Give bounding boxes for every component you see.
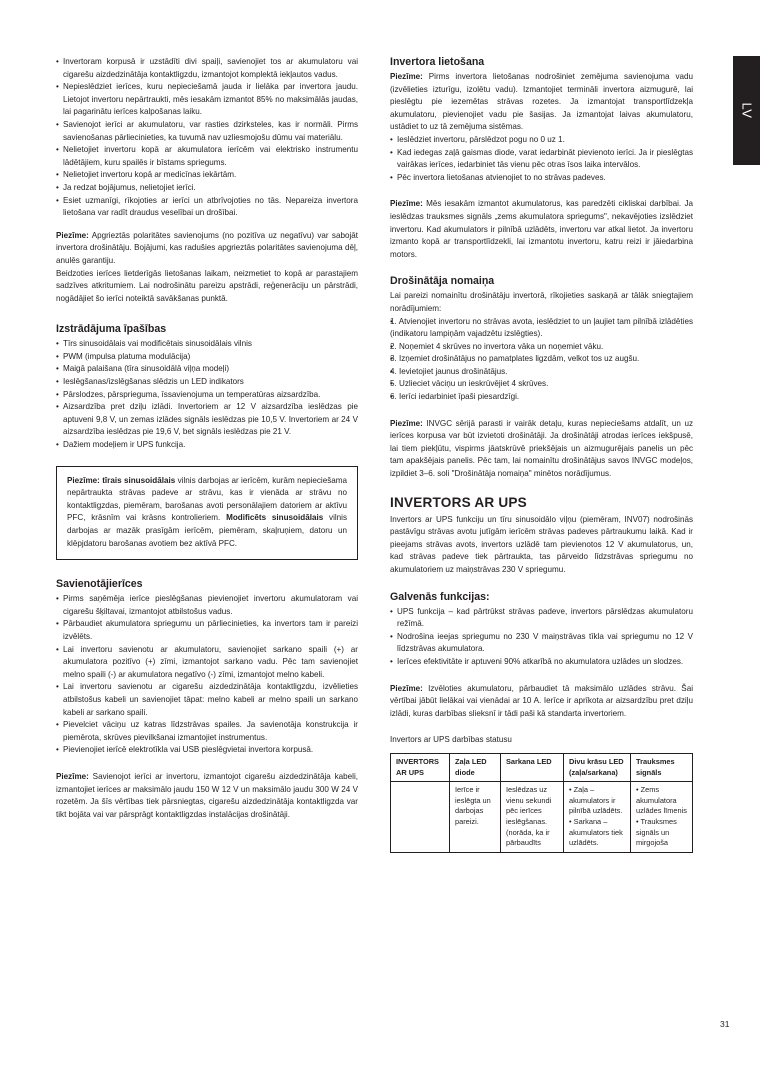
main-function-item: • Ierīces efektivitāte ir aptuveni 90% atkarībā no akumulatora uzlādes un slodzes. — [390, 656, 693, 669]
left-column — [56, 56, 358, 821]
connectors-list — [56, 593, 358, 757]
intro-bullet: • Savienojot ierīci ar akumulatoru, var rasties dzirksteles, kas ir normāli. Pirms savienošanas pārliecinieties, ka tuvumā nav uzliesmojošu dūmu vai materiālu. — [56, 119, 358, 144]
note-label: Piezīme: — [67, 475, 100, 485]
use-bullet: • Pēc invertora lietošanas atvienojiet to no strāvas padeves. — [390, 172, 693, 185]
connector-item: • Lai invertoru savienotu ar akumulatoru, savienojiet sarkano spaili (+) ar akumulatora pozitīvo (+) zīmi, izmantojot sarkano vadu. Pēc tam savienojiet melno spaili (-) ar akumulatora negatīvo (-) zīmi, izmantojot melno kabeli. — [56, 644, 358, 682]
note-label: Piezīme: — [56, 230, 89, 240]
fuse-step: • 2. Noņemiet 4 skrūves no invertora vāka un noņemiet vāku. — [390, 341, 693, 354]
connector-item: • Pirms saņēmēja ierīce pieslēgšanas pievienojiet invertoru akumulatoram vai cigarešu šķiltavai, izmantojot atbilstošus vadus. — [56, 593, 358, 618]
feature-item: • Maigā palaišana (tīra sinusoidālā viļņa modeļi) — [56, 363, 358, 376]
polarity-note — [56, 230, 358, 268]
use-bullet-list — [390, 134, 693, 184]
intro-bullet: • Nelietojiet invertoru kopā ar akumulatora ierīcēm vai elektrisko instrumentu lādētājiem, kuru spailēs ir bīstams spriegums. — [56, 144, 358, 169]
note-text: vilnis darbojas ar ierīcēm, kurām nepieciešama nepārtraukta strāvas padeve ar strāvu, kas ir vienāda ar strāvu no kontaktligzdas, piemēram, barošanas avoti personālajiem datoriem ar aktīvu PFC, krāsnīm vai krāsns kontrolieriem. — [67, 475, 348, 523]
feature-item: • PWM (impulsa platuma modulācija) — [56, 351, 358, 364]
fuse-step: • 6. Ierīci iedarbiniet īpaši piesardzīgi. — [390, 391, 693, 404]
connector-item: • Pārbaudiet akumulatora spriegumu un pārliecinieties, ka invertors tam ir pareizi izvēlēts. — [56, 618, 358, 643]
pure-sine-term: tīrais sinusoidālais — [102, 475, 176, 485]
table-cell — [391, 782, 450, 853]
language-tab — [733, 56, 760, 165]
feature-item: • Pārslodzes, pārsprieguma, īssavienojuma un temperatūras aizsardzība. — [56, 389, 358, 402]
intro-bullet: • Esiet uzmanīgi, rīkojoties ar ierīci un atbrīvojoties no tās. Nepareiza invertora lietošana var radīt draudus veselībai un drošībai. — [56, 195, 358, 220]
connectors-title: Savienotājierīces — [56, 578, 143, 591]
sine-wave-note — [67, 475, 347, 551]
note-label: Piezīme: — [56, 771, 89, 781]
use-title: Invertora lietošana — [390, 56, 485, 68]
table-cell: Ieslēdzas uz vienu sekundi pēc ierīces ieslēgšanas. (norāda, ka ir pārbaudīts — [501, 782, 564, 853]
intro-bullet: • Nepieslēdziet ierīces, kuru nepieciešamā jauda ir lielāka par invertora jaudu. Lietojot invertoru nepārtraukti, mēs iesakām izmantot 85% no maksimālās jaudas, lai pagarinātu ierīces kalpošanas laiku. — [56, 81, 358, 119]
table-header-cell: Sarkana LED — [501, 753, 564, 781]
charge-current-note — [390, 683, 693, 721]
fuse-step: • 3. Izņemiet drošinātājus no pamatplates ligzdām, velkot tos uz augšu. — [390, 353, 693, 366]
ups-status-table — [390, 753, 693, 853]
connector-item: • Lai invertoru savienotu ar cigarešu aizdedzinātāja kontaktligzdu, izvēlieties atbilstošus kabeli un savienojiet tāpat: melno kabeli ar melno spaili un sarkano kabeli ar sarkano spaili. — [56, 681, 358, 719]
note-label: Piezīme: — [390, 72, 423, 81]
fuse-steps — [390, 316, 693, 404]
table-header-row — [391, 753, 693, 781]
note-text: vilnis darbojas ar mazāk prasīgām ierīcēm, piemēram, skaļruņiem, datoru un klēpjdatoru barošanas avotiem bez aktīvā PFC. — [67, 513, 348, 548]
grounding-note — [390, 71, 693, 134]
main-functions-title: Galvenās funkcijas: — [390, 590, 490, 603]
table-header-cell: Zaļa LED diode — [450, 753, 501, 781]
table-cell: • Zaļa – akumulators ir pilnībā uzlādēts. • Sarkana – akumulators tiek uzlādēts. — [564, 782, 631, 853]
ups-title: INVERTORS AR UPS — [390, 494, 527, 510]
ups-text: Invertors ar UPS funkciju un tīru sinusoidālo viļņu (piemēram, INV07) nodrošinās pastāvīgu strāvas avotu jutīgām ierīcēm strāvas padeves pārtraukumu laikā. Kad ir pieejams strāvas avots, invertors uzlādē tam pievienotos 12 V akumulatorus, un, kad strāvas padeve tiek pārtraukta, tas pārveido līdzstrāvas spriegumu no akumulatoriem uz maiņstrāvas 230 V spriegumu. — [390, 514, 693, 574]
battery-note — [390, 198, 693, 261]
connector-item: • Pievienojiet ierīcē elektrotīkla vai USB pieslēgvietai invertora korpusā. — [56, 744, 358, 757]
invgc-note — [390, 418, 693, 481]
connector-item: • Pievelciet vāciņu uz katras līdzstrāvas spailes. Ja savienotāja konstrukcija ir piemērota, skrūves pievilkšanai izmantojiet instrumentus. — [56, 719, 358, 744]
note-text: Izvēloties akumulatoru, pārbaudiet tā maksimālo uzlādes strāvu. Šai vērtībai jābūt lielākai vai vienādai ar 10 A. Ierīce ir aprīkota ar aizsardzību pret dziļu izlādi, kuras darbības slieksnī ir tādi paši kā standarta invertoriem. — [390, 683, 693, 718]
note-text: INVGC sērijā parasti ir vairāk detaļu, kuras nepieciešams atdalīt, un uz ierīces korpusa var būt izvietoti drošinātāji. Ja drošinātāji atrodas ierīces iekšpusē, lai tiem piekļūtu, vispirms jāatskrūvē priekšējais un aizmugurējais panelis un pēc tam apakšējais panelis. Pēc tam, lai nomainītu drošinātājus savos INVGC modeļos, izpildiet 3–6. soli "Drošinātāja nomaiņa" minētos norādījumus. — [390, 418, 693, 479]
features-list — [56, 338, 358, 451]
connector-note — [56, 771, 358, 821]
table-header-cell: INVERTORS AR UPS — [391, 753, 450, 781]
features-title: Izstrādājuma īpašības — [56, 323, 167, 336]
table-row — [391, 782, 693, 853]
table-header-cell: Divu krāsu LED (zaļa/sarkana) — [564, 753, 631, 781]
table-caption: Invertors ar UPS darbības statusu — [390, 735, 512, 745]
main-functions-list — [390, 606, 693, 669]
use-bullet: • Kad iedegas zaļā gaismas diode, varat iedarbināt pievienoto ierīci. Ja ir pieslēgtas vairākas ierīces, iedarbiniet tās vienu pēc otras īsos laika intervālos. — [390, 147, 693, 172]
note-label: Piezīme: — [390, 683, 423, 693]
language-tab-label: LV — [739, 102, 754, 119]
disposal-text: Beidzoties ierīces lietderīgās lietošanas laikam, neizmetiet to kopā ar parastajiem sadzīves atkritumiem. Lai nodrošinātu pareizu apstrādi, reģenerāciju un pārstrādi, nogādājiet šo ierīci noteiktā savākšanas punktā. — [56, 268, 358, 303]
page-number: 31 — [720, 1019, 730, 1029]
feature-item: • Aizsardzība pret dziļu izlādi. Invertoriem ar 12 V aizsardzība ieslēdzas pie aptuveni 9,8 V, un zemas izlādes signāls ieslēdzas pie 10,5 V. Invertoriem ar 24 V aizsardzība ieslēdzas pie 19,6 V, bet signāls ieslēdzas pie 21 V. — [56, 401, 358, 439]
intro-bullet: • Nelietojiet invertoru kopā ar medicīnas iekārtām. — [56, 169, 358, 182]
note-text: Savienojot ierīci ar invertoru, izmantojot cigarešu aizdedzinātāja kabeli, izmantojiet ierīces ar maksimālo jaudu 150 W 12 V un maksimālo jaudu 300 W 24 V rozetēm. Ja šīs vērtības tiek pārsniegtas, cigarešu aizdedzinātāja kontaktligzda var tikt bojāta vai var pārsprāgt kontaktligzdas instalācijas drošinātāji. — [56, 771, 358, 819]
table-cell: Ierīce ir ieslēgta un darbojas pareizi. — [450, 782, 501, 853]
intro-bullet: • Invertoram korpusā ir uzstādīti divi spaiļi, savienojiet tos ar akumulatoru vai cigarešu aizdedzinātāja kontaktligzdu, izmantojot komplektā iekļautos vadus. — [56, 56, 358, 81]
intro-bullet: • Ja redzat bojājumus, nelietojiet ierīci. — [56, 182, 358, 195]
feature-item: • Ieslēgšanas/izslēgšanas slēdzis un LED indikators — [56, 376, 358, 389]
note-text: Pirms invertora lietošanas nodrošiniet zemējuma savienojuma vadu (izvēlieties izturīgu, izolētu vadu). Izmantojiet termināli invertora aizmugurē, lai pieslēgtu pie iezemētas strāvas rozetes. Ja izmantojat transportlīdzekļa akumulatoru, pievienojiet vadu pie šasijas. Ja izmantojat laivas akumulatoru, ustādiet to uz tā zemējuma sistēmas. — [390, 72, 693, 132]
fuse-title: Drošinātāja nomaiņa — [390, 275, 495, 288]
sine-wave-note-box — [56, 466, 358, 561]
fuse-step: • 4. Ievietojiet jaunus drošinātājus. — [390, 366, 693, 379]
fuse-step: • 5. Uzlieciet vāciņu un ieskrūvējiet 4 skrūves. — [390, 378, 693, 391]
note-label: Piezīme: — [390, 418, 423, 428]
table-cell: • Zems akumulatora uzlādes līmenis • Trauksmes signāls un mirgojoša — [631, 782, 693, 853]
main-function-item: • UPS funkcija – kad pārtrūkst strāvas padeve, invertors pārslēdzas akumulatoru režīmā. — [390, 606, 693, 631]
note-text: Apgrieztās polaritātes savienojums (no pozitīva uz negatīvu) var sabojāt invertora drošinātāju. Bojājumi, kas radušies apgrieztās polaritātes savienojuma dēļ, anulēs garantiju. — [56, 230, 358, 265]
use-bullet: • Ieslēdziet invertoru, pārslēdzot pogu no 0 uz 1. — [390, 134, 693, 147]
right-column — [390, 56, 693, 853]
fuse-intro: Lai pareizi nomainītu drošinātāju invertorā, rīkojieties saskaņā ar tālāk sniegtajiem norādījumiem: — [390, 291, 693, 313]
note-text: Mēs iesakām izmantot akumulatorus, kas paredzēti cikliskai darbībai. Ja ieslēdzas trauksmes signāls „zems akumulatora spriegums", nekavējoties izslēdziet invertoru. Kad akumulators ir pilnībā uzlādēts, invertoru var atkal lietot. Ja invertoru izmanto kopā ar transportlīdzekli, lai izmantotu invertoru, katru reizi ir jāiedarbina motors. — [390, 199, 693, 259]
modified-sine-term: Modificēts sinusoidālais — [226, 513, 324, 523]
fuse-step: • 1. Atvienojiet invertoru no strāvas avota, ieslēdziet to un ļaujiet tam pilnībā izlādēties (indikatoru lampiņām vajadzētu izslēgties). — [390, 316, 693, 341]
intro-bullet-list — [56, 56, 358, 220]
feature-item: • Dažiem modeļiem ir UPS funkcija. — [56, 439, 358, 452]
table-header-cell: Trauksmes signāls — [631, 753, 693, 781]
feature-item: • Tīrs sinusoidālais vai modificētais sinusoidālais vilnis — [56, 338, 358, 351]
main-function-item: • Nodrošina ieejas spriegumu no 230 V maiņstrāvas tīkla vai spriegumu no 12 V līdzstrāvas akumulatora. — [390, 631, 693, 656]
note-label: Piezīme: — [390, 199, 423, 209]
